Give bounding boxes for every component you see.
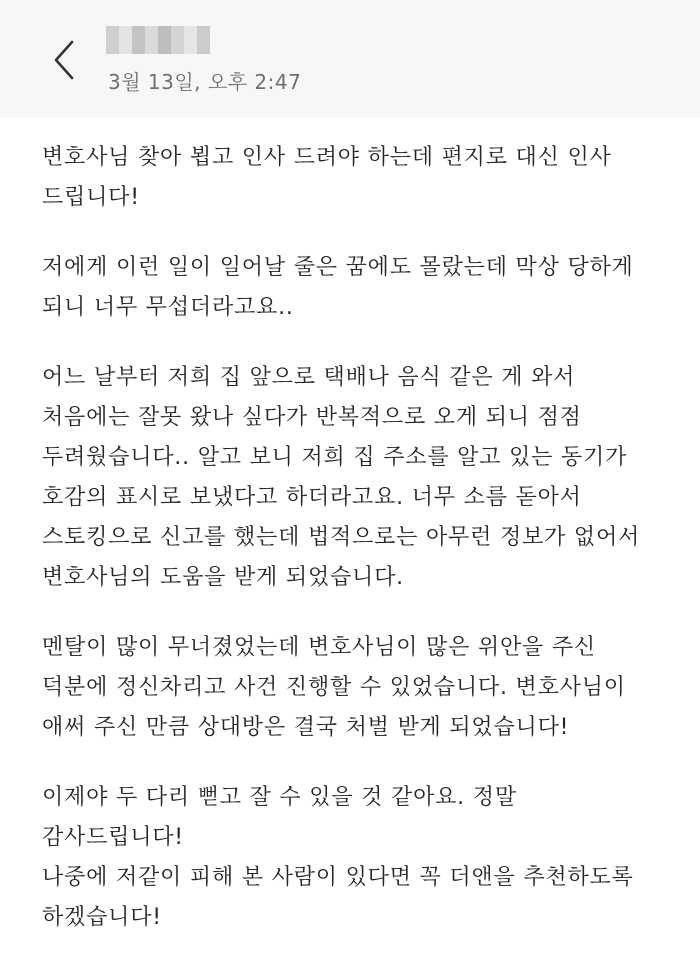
message-timestamp: 3월 13일, 오후 2:47 — [108, 70, 302, 94]
message-line: 멘탈이 많이 무너졌었는데 변호사님이 많은 위안을 주신 — [42, 635, 596, 660]
message-line: 드립니다! — [42, 185, 140, 210]
message-line: 감사드립니다! — [42, 825, 184, 850]
message-line: 이제야 두 다리 뻗고 잘 수 있을 것 같아요. 정말 — [42, 785, 517, 810]
message-line: 나중에 저같이 피해 본 사람이 있다면 꼭 더앤을 추천하도록 — [42, 865, 634, 890]
sender-name-redacted — [106, 26, 210, 54]
message-body — [42, 138, 662, 968]
message-line: 되니 너무 무섭더라고요.. — [42, 295, 294, 320]
message-line: 덕분에 정신차리고 사건 진행할 수 있었습니다. 변호사님이 — [42, 675, 626, 700]
message-paragraph — [42, 138, 662, 218]
message-line: 두려웠습니다.. 알고 보니 저희 집 주소를 알고 있는 동기가 — [42, 445, 628, 470]
chevron-left-icon — [40, 30, 90, 90]
message-line: 변호사님 찾아 뵙고 인사 드려야 하는데 편지로 대신 인사 — [42, 145, 612, 170]
back-button[interactable] — [40, 30, 90, 90]
message-paragraph — [42, 248, 662, 328]
message-line: 저에게 이런 일이 일어날 줄은 꿈에도 몰랐는데 막상 당하게 — [42, 255, 634, 280]
message-header — [0, 0, 700, 118]
message-line: 호감의 표시로 보냈다고 하더라고요. 너무 소름 돋아서 — [42, 485, 582, 510]
message-line: 스토킹으로 신고를 했는데 법적으로는 아무런 정보가 없어서 — [42, 525, 641, 550]
message-paragraph — [42, 628, 662, 748]
message-line: 처음에는 잘못 왔나 싶다가 반복적으로 오게 되니 점점 — [42, 405, 582, 430]
message-line: 하겠습니다! — [42, 905, 162, 930]
message-paragraph — [42, 778, 662, 938]
message-paragraph — [42, 358, 662, 598]
message-line: 어느 날부터 저희 집 앞으로 택배나 음식 같은 게 와서 — [42, 365, 576, 390]
message-line: 변호사님의 도움을 받게 되었습니다. — [42, 565, 404, 590]
message-line: 애써 주신 만큼 상대방은 결국 처벌 받게 되었습니다! — [42, 715, 570, 740]
